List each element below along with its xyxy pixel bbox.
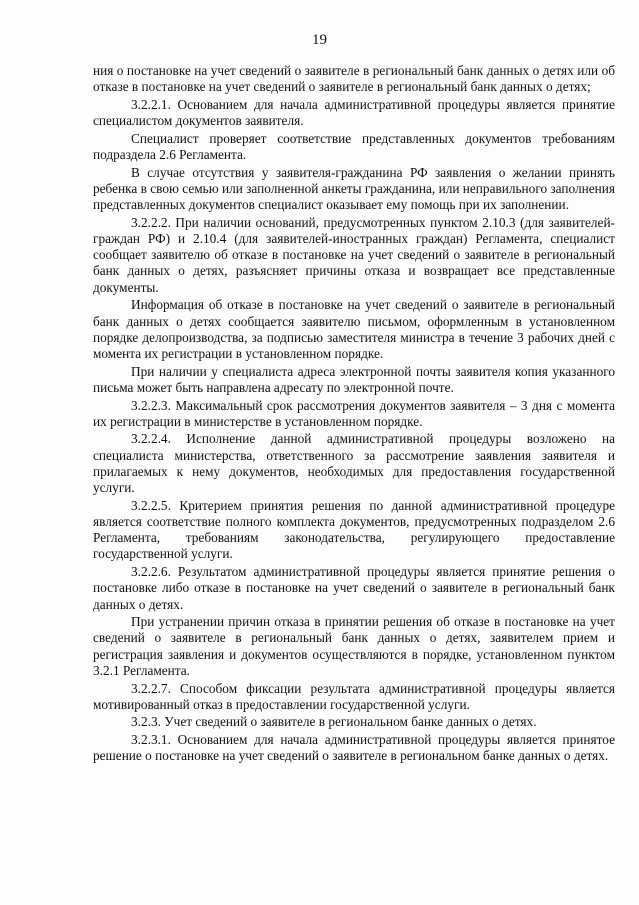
paragraph-3-2-2-2: 3.2.2.2. При наличии оснований, предусмотренных пунктом 2.10.3 (для заявителей-граждан РФ) и 2.10.4 (для заявителей-иностранных граждан) Регламента, специалист сообщает заявителю об отказе в постановке на учет сведений о заявителе в региональный банк данных о детях, разъясняет причины отказа и возвращает все представленные документы. <box>93 214 615 295</box>
paragraph-3-2-3: 3.2.3. Учет сведений о заявителе в региональном банке данных о детях. <box>131 714 537 730</box>
paragraph-3-2-2-7: 3.2.2.7. Способом фиксации результата административной процедуры является мотивированный отказ в предоставлении государственной услуги. <box>93 680 615 712</box>
page-number: 19 <box>312 32 327 48</box>
paragraph-3-2-2-1: 3.2.2.1. Основанием для начала административной процедуры является принятие специалистом документов заявителя. <box>93 96 615 129</box>
paragraph-3-2-2-6: 3.2.2.6. Результатом административной процедуры является принятие решения о постановке либо отказе в постановке на учет сведений о заявителе в региональный банк данных о детях. <box>93 564 615 612</box>
paragraph-3-2-2-5: 3.2.2.5. Критерием принятия решения по данной административной процедуре является соответствие полного комплекта документов, предусмотренных подразделом 2.6 Регламента, требованиям законодательства, регулирующего предоставление государственной услуги. <box>93 497 615 562</box>
paragraph-email-copy: При наличии у специалиста адреса электронной почты заявителя копия указанного письма может быть направлена адресату по электронной почте. <box>93 363 615 395</box>
paragraph-specialist-check: Специалист проверяет соответствие представленных документов требованиям подраздела 2.6 Регламента. <box>93 130 615 163</box>
paragraph-assistance: В случае отсутствия у заявителя-гражданина РФ заявления о желании принять ребенка в свою семью или заполненной анкеты гражданина, или неправильного заполнения представленных документов специалист оказывает ему помощь при их заполнении. <box>93 164 615 213</box>
paragraph-continuation: ния о постановке на учет сведений о заявителе в региональный банк данных о детях или об отказе в постановке на учет сведений о заявителе в региональный банк данных о детях; <box>93 63 615 95</box>
paragraph-3-2-3-1: 3.2.3.1. Основанием для начала административной процедуры является принятое решение о постановке на учет сведений о заявителе в региональном банке данных о детях. <box>93 732 615 764</box>
paragraph-refusal-letter: Информация об отказе в постановке на учет сведений о заявителе в региональный банк данных о детях сообщается заявителю письмом, оформленным в установленном порядке делопроизводства, за подписью заместителя министра в течение 3 рабочих дней с момента их регистрации в установленном порядке. <box>93 297 615 361</box>
paragraph-3-2-2-3: 3.2.2.3. Максимальный срок рассмотрения документов заявителя – 3 дня с момента их регистрации в министерстве в установленном порядке. <box>93 397 615 429</box>
paragraph-reapplication: При устранении причин отказа в принятии решения об отказе в постановке на учет сведений о заявителе в региональный банк данных о детях, заявителем прием и регистрация заявления и документов осуществляются в порядке, установленном пунктом 3.2.1 Регламента. <box>93 614 615 678</box>
document-body <box>93 63 615 766</box>
paragraph-3-2-2-4: 3.2.2.4. Исполнение данной административной процедуры возложено на специалиста министерства, ответственного за рассмотрение заявления заявителя и прилагаемых к нему документов, необходимых для предоставления государственной услуги. <box>93 431 615 496</box>
